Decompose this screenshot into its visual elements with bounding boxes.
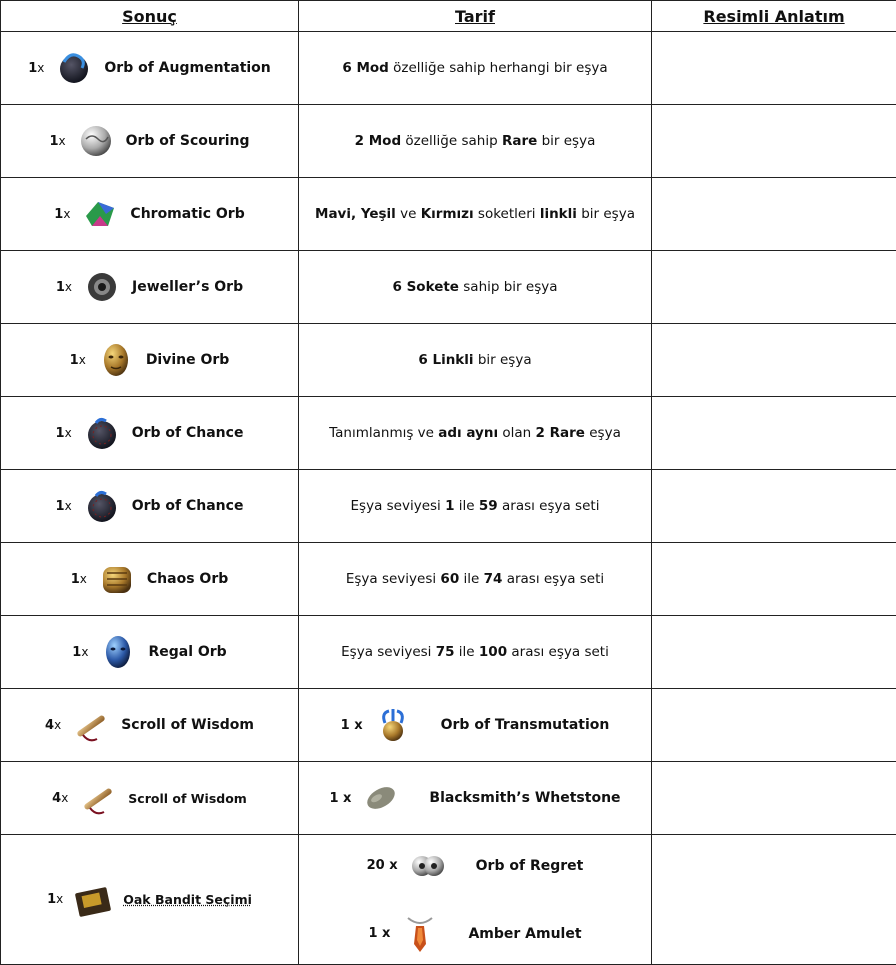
quantity-x: x [54, 718, 61, 732]
recipe-cell [299, 397, 652, 470]
illustration-cell [652, 105, 896, 178]
table-row [1, 689, 896, 762]
ingredient-quantity: 1 x [341, 718, 363, 733]
recipe-cell [299, 32, 652, 105]
table-row [1, 397, 896, 470]
recipe-emphasis: 2 Mod [355, 133, 401, 149]
recipe-emphasis: 2 Rare [536, 425, 585, 441]
table-row [1, 470, 896, 543]
ingredient [368, 914, 581, 954]
quantity-value: 1 [28, 61, 37, 76]
quantity-value: 1 [71, 572, 80, 587]
quantity-value: 1 [56, 499, 65, 514]
recipe-cell [299, 616, 652, 689]
quantity-x: x [56, 892, 63, 906]
recipe-text: arası eşya seti [502, 571, 604, 587]
result-quantity [56, 426, 72, 441]
quantity-value: 1 [56, 280, 65, 295]
result-quantity [49, 134, 65, 149]
quantity-x: x [37, 61, 44, 75]
quantity-value: 1 [47, 892, 56, 907]
ingredient-name: Orb of Transmutation [441, 717, 610, 733]
table-row [1, 543, 896, 616]
table-row [1, 324, 896, 397]
recipe-description [299, 133, 651, 149]
recipe-text: ile [459, 571, 483, 587]
result-quantity [71, 572, 87, 587]
result-cell [1, 105, 299, 178]
quantity-x: x [61, 791, 68, 805]
recipe-emphasis: 59 [479, 498, 498, 514]
recipe-cell [299, 470, 652, 543]
recipe-cell [299, 762, 652, 835]
illustration-cell [652, 324, 896, 397]
table-row [1, 251, 896, 324]
result-quantity [70, 353, 86, 368]
recipe-emphasis: 6 Mod [342, 60, 388, 76]
recipe-emphasis: adı aynı [438, 425, 498, 441]
illustration-cell [652, 178, 896, 251]
recipe-description [299, 498, 651, 514]
result-name[interactable]: Oak Bandit Seçimi [123, 892, 252, 907]
divine-orb-icon [96, 340, 136, 380]
recipe-emphasis: linkli [540, 206, 577, 222]
recipe-text: olan [498, 425, 535, 441]
quantity-x: x [65, 499, 72, 513]
column-header-result: Sonuç [1, 1, 299, 32]
result-cell [1, 32, 299, 105]
result-cell [1, 178, 299, 251]
result-name: Chromatic Orb [130, 206, 244, 222]
recipe-text: Eşya seviyesi [346, 571, 441, 587]
result-quantity [28, 61, 44, 76]
orb-of-transmutation-icon [373, 705, 413, 745]
illustration-cell [652, 762, 896, 835]
recipe-emphasis: Kırmızı [421, 206, 474, 222]
recipe-text: ile [455, 498, 479, 514]
recipe-cell [299, 543, 652, 616]
ingredient [367, 846, 584, 886]
table-row [1, 835, 896, 965]
result-quantity [47, 892, 63, 907]
table-row [1, 178, 896, 251]
result-name: Orb of Chance [132, 498, 244, 514]
result-cell [1, 689, 299, 762]
result-cell [1, 470, 299, 543]
recipe-text: eşya [585, 425, 621, 441]
result-cell [1, 324, 299, 397]
recipe-cell [299, 835, 652, 965]
orb-of-chance-icon [82, 486, 122, 526]
recipe-description [299, 571, 651, 587]
result-name: Regal Orb [148, 644, 226, 660]
quantity-x: x [81, 645, 88, 659]
illustration-cell [652, 470, 896, 543]
recipe-description [299, 352, 651, 368]
illustration-cell [652, 251, 896, 324]
chromatic-orb-icon [80, 194, 120, 234]
result-quantity [52, 791, 68, 806]
quantity-x: x [65, 426, 72, 440]
result-cell [1, 835, 299, 965]
result-name: Scroll of Wisdom [121, 717, 254, 733]
quantity-value: 4 [45, 718, 54, 733]
quantity-x: x [58, 134, 65, 148]
recipe-emphasis: 75 [436, 644, 455, 660]
result-cell [1, 616, 299, 689]
result-name: Divine Orb [146, 352, 230, 368]
ingredient-name: Blacksmith’s Whetstone [429, 790, 620, 806]
recipe-text: bir eşya [474, 352, 532, 368]
jewellers-orb-icon [82, 267, 122, 307]
scroll-of-wisdom-icon [71, 705, 111, 745]
result-quantity [56, 499, 72, 514]
recipe-emphasis: 6 Linkli [418, 352, 473, 368]
illustration-cell [652, 543, 896, 616]
recipe-emphasis: 74 [484, 571, 503, 587]
quantity-x: x [63, 207, 70, 221]
quantity-x: x [79, 353, 86, 367]
bandit-book-icon [73, 880, 113, 920]
ingredient-name: Orb of Regret [476, 858, 584, 874]
column-header-illustrated: Resimli Anlatım [652, 1, 896, 32]
whetstone-icon [361, 778, 401, 818]
quantity-value: 1 [70, 353, 79, 368]
recipe-text: arası eşya seti [498, 498, 600, 514]
result-name: Orb of Chance [132, 425, 244, 441]
result-cell [1, 543, 299, 616]
scroll-of-wisdom-icon [78, 778, 118, 818]
ingredient-quantity: 1 x [368, 926, 390, 941]
recipe-text: sahip bir eşya [459, 279, 558, 295]
recipe-cell [299, 324, 652, 397]
result-name: Jeweller’s Orb [132, 279, 243, 295]
recipe-cell [299, 105, 652, 178]
orb-of-chance-icon [82, 413, 122, 453]
column-header-recipe: Tarif [299, 1, 652, 32]
chaos-orb-icon [97, 559, 137, 599]
recipe-description [299, 206, 651, 222]
quantity-x: x [65, 280, 72, 294]
ingredient-quantity: 1 x [329, 791, 351, 806]
quantity-value: 1 [56, 426, 65, 441]
recipe-text: bir eşya [537, 133, 595, 149]
illustration-cell [652, 689, 896, 762]
recipe-description [299, 60, 651, 76]
recipe-text: ile [455, 644, 479, 660]
recipe-emphasis: 6 Sokete [392, 279, 458, 295]
result-quantity [54, 207, 70, 222]
result-name: Chaos Orb [147, 571, 228, 587]
orb-of-regret-icon [408, 846, 448, 886]
quantity-x: x [80, 572, 87, 586]
recipe-text: soketleri [474, 206, 540, 222]
recipe-text: Eşya seviyesi [351, 498, 446, 514]
ingredient-name: Amber Amulet [468, 926, 581, 942]
result-quantity [56, 280, 72, 295]
orb-of-augmentation-icon [54, 48, 94, 88]
result-name: Orb of Scouring [126, 133, 250, 149]
recipe-cell [299, 251, 652, 324]
ingredient [341, 705, 610, 745]
recipe-text: özelliğe sahip herhangi bir eşya [389, 60, 608, 76]
recipe-text: arası eşya seti [507, 644, 609, 660]
table-row [1, 762, 896, 835]
result-name: Scroll of Wisdom [128, 791, 247, 806]
recipe-text: bir eşya [577, 206, 635, 222]
amber-amulet-icon [400, 914, 440, 954]
recipe-emphasis: 60 [440, 571, 459, 587]
table-row [1, 32, 896, 105]
recipe-text: Tanımlanmış ve [329, 425, 438, 441]
recipe-description [299, 279, 651, 295]
quantity-value: 1 [54, 207, 63, 222]
recipe-emphasis: Mavi, Yeşil [315, 206, 396, 222]
table-row [1, 105, 896, 178]
orb-of-scouring-icon [76, 121, 116, 161]
recipe-text: özelliğe sahip [401, 133, 502, 149]
regal-orb-icon [98, 632, 138, 672]
recipe-cell [299, 178, 652, 251]
recipe-description [299, 425, 651, 441]
recipe-emphasis: Rare [502, 133, 537, 149]
result-cell [1, 762, 299, 835]
ingredient [329, 778, 620, 818]
recipe-emphasis: 100 [479, 644, 507, 660]
result-cell [1, 251, 299, 324]
quantity-value: 1 [49, 134, 58, 149]
result-quantity [72, 645, 88, 660]
illustration-cell [652, 397, 896, 470]
illustration-cell [652, 616, 896, 689]
result-cell [1, 397, 299, 470]
result-name: Orb of Augmentation [104, 60, 270, 76]
table-row [1, 616, 896, 689]
recipe-text: Eşya seviyesi [341, 644, 436, 660]
recipe-emphasis: 1 [445, 498, 454, 514]
recipe-text: ve [396, 206, 421, 222]
ingredient-quantity: 20 x [367, 858, 398, 873]
recipe-cell [299, 689, 652, 762]
result-quantity [45, 718, 61, 733]
illustration-cell [652, 835, 896, 965]
recipe-description [299, 644, 651, 660]
quantity-value: 4 [52, 791, 61, 806]
illustration-cell [652, 32, 896, 105]
quantity-value: 1 [72, 645, 81, 660]
